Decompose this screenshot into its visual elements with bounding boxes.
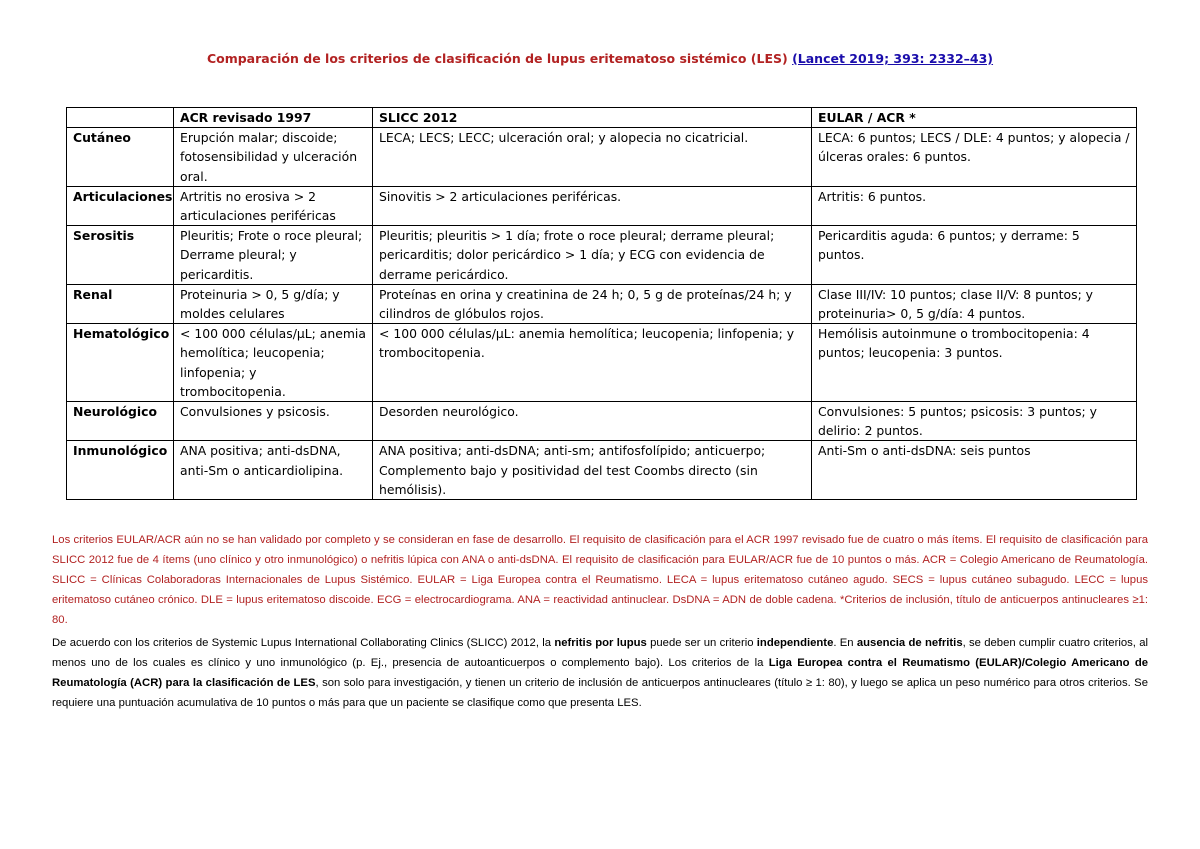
table-footnotes: Los criterios EULAR/ACR aún no se han validado por completo y se consideran en fase de desarrollo. El requisito de clasificación para el ACR 1997 revisado fue de cuatro o más ítems. El requisito de clasificación para SLICC 2012 fue de 4 ítems (uno clínico y otro inmunológico) o nefritis lúpica con ANA o anti-dsDNA. El requisito de clasificación para EULAR/ACR fue de 10 puntos o más. ACR = Colegio Americano de Reumatología. SLICC = Clínicas Colaboradoras Internacionales de Lupus Sistémico. EULAR = Liga Europea contra el Reumatismo. LECA = lupus eritematoso cutáneo agudo. SECS = lupus cutáneo subagudo. LECC = lupus eritematoso cutáneo crónico. DLE = lupus eritematoso discoide. ECG = electrocardiograma. ANA = reactividad antinuclear. DsDNA = ADN de doble cadena. *Criterios de inclusión, título de anticuerpos antinucleares ≥1: 80. xyxy=(52,534,1148,626)
table-row xyxy=(67,441,1137,500)
summary-text: , se deben cumplir cuatro criterios, al menos uno de los cuales es clínico y uno inmunológico (p. Ej., presencia de autoanticuerpos o complemento bajo). Los criterios de la xyxy=(52,637,1148,669)
table-row xyxy=(67,324,1137,402)
eular-cell: Pericarditis aguda: 6 puntos; y derrame: 5 puntos. xyxy=(812,226,1137,285)
acr-cell: ANA positiva; anti-dsDNA, anti-Sm o anticardiolipina. xyxy=(174,441,373,500)
header-cell-slicc: SLICC 2012 xyxy=(373,108,812,128)
eular-cell: LECA: 6 puntos; LECS / DLE: 4 puntos; y alopecia / úlceras orales: 6 puntos. xyxy=(812,128,1137,187)
summary-bold-text: nefritis por lupus xyxy=(554,637,647,649)
table-row xyxy=(67,402,1137,441)
acr-cell: < 100 000 células/μL; anemia hemolítica; leucopenia; linfopenia; y trombocitopenia. xyxy=(174,324,373,402)
slicc-cell: < 100 000 células/μL: anemia hemolítica; leucopenia; linfopenia; y trombocitopenia. xyxy=(373,324,812,402)
acr-cell: Erupción malar; discoide; fotosensibilidad y ulceración oral. xyxy=(174,128,373,187)
eular-cell: Convulsiones: 5 puntos; psicosis: 3 puntos; y delirio: 2 puntos. xyxy=(812,402,1137,441)
header-cell-eular: EULAR / ACR * xyxy=(812,108,1137,128)
summary-bold-text: ausencia de nefritis xyxy=(856,637,963,649)
row-label: Articulaciones xyxy=(67,186,174,225)
title-text: Comparación de los criterios de clasificación de lupus eritematoso sistémico (LES) xyxy=(206,51,788,66)
row-label: Renal xyxy=(67,284,174,323)
slicc-cell: Proteínas en orina y creatinina de 24 h; 0, 5 g de proteínas/24 h; y cilindros de glóbulos rojos. xyxy=(373,284,812,323)
row-label: Hematológico xyxy=(67,324,174,402)
row-label: Neurológico xyxy=(67,402,174,441)
acr-cell: Convulsiones y psicosis. xyxy=(174,402,373,441)
row-label: Serositis xyxy=(67,226,174,285)
table-row xyxy=(67,186,1137,225)
table-row xyxy=(67,128,1137,187)
row-label: Inmunológico xyxy=(67,441,174,500)
slicc-cell: LECA; LECS; LECC; ulceración oral; y alopecia no cicatricial. xyxy=(373,128,812,187)
slicc-cell: ANA positiva; anti-dsDNA; anti-sm; antifosfolípido; anticuerpo; Complemento bajo y positividad del test Coombs directo (sin hemólisis). xyxy=(373,441,812,500)
eular-cell: Artritis: 6 puntos. xyxy=(812,186,1137,225)
table-header-row xyxy=(67,108,1137,128)
slicc-cell: Pleuritis; pleuritis > 1 día; frote o roce pleural; derrame pleural; pericarditis; dolor pericárdico > 1 día; y ECG con evidencia de derrame pericárdico. xyxy=(373,226,812,285)
header-cell-empty xyxy=(67,108,174,128)
summary-bold-text: Liga Europea contra el Reumatismo (EULAR)/Colegio Americano de Reumatología (ACR) para la clasificación de LES xyxy=(52,657,1149,689)
table-row xyxy=(67,284,1137,323)
summary-text: puede ser un criterio xyxy=(646,637,757,649)
document-title xyxy=(0,51,1200,66)
row-label: Cutáneo xyxy=(67,128,174,187)
summary-text: . En xyxy=(833,637,857,649)
reference-link[interactable]: (Lancet 2019; 393: 2332–43) xyxy=(792,51,994,66)
acr-cell: Artritis no erosiva > 2 articulaciones periféricas xyxy=(174,186,373,225)
criteria-table xyxy=(66,107,1137,500)
slicc-cell: Desorden neurológico. xyxy=(373,402,812,441)
summary-text: De acuerdo con los criterios de Systemic Lupus International Collaborating Clinics (SLICC) 2012, la xyxy=(52,637,555,649)
eular-cell: Anti-Sm o anti-dsDNA: seis puntos xyxy=(812,441,1137,500)
summary-bold-text: independiente xyxy=(756,637,834,649)
eular-cell: Hemólisis autoinmune o trombocitopenia: 4 puntos; leucopenia: 3 puntos. xyxy=(812,324,1137,402)
acr-cell: Pleuritis; Frote o roce pleural; Derrame pleural; y pericarditis. xyxy=(174,226,373,285)
table-row xyxy=(67,226,1137,285)
summary-text: , son solo para investigación, y tienen un criterio de inclusión de anticuerpos antinucleares (título ≥ 1: 80), y luego se aplica un peso numérico para otros criterios. Se requiere una puntuación acumulativa de 10 puntos o más para que un paciente se clasifique como que presenta LES. xyxy=(52,677,1148,709)
slicc-cell: Sinovitis > 2 articulaciones periféricas. xyxy=(373,186,812,225)
header-cell-acr: ACR revisado 1997 xyxy=(174,108,373,128)
summary-paragraph xyxy=(52,633,1148,713)
eular-cell: Clase III/IV: 10 puntos; clase II/V: 8 puntos; y proteinuria> 0, 5 g/día: 4 puntos. xyxy=(812,284,1137,323)
acr-cell: Proteinuria > 0, 5 g/día; y moldes celulares xyxy=(174,284,373,323)
